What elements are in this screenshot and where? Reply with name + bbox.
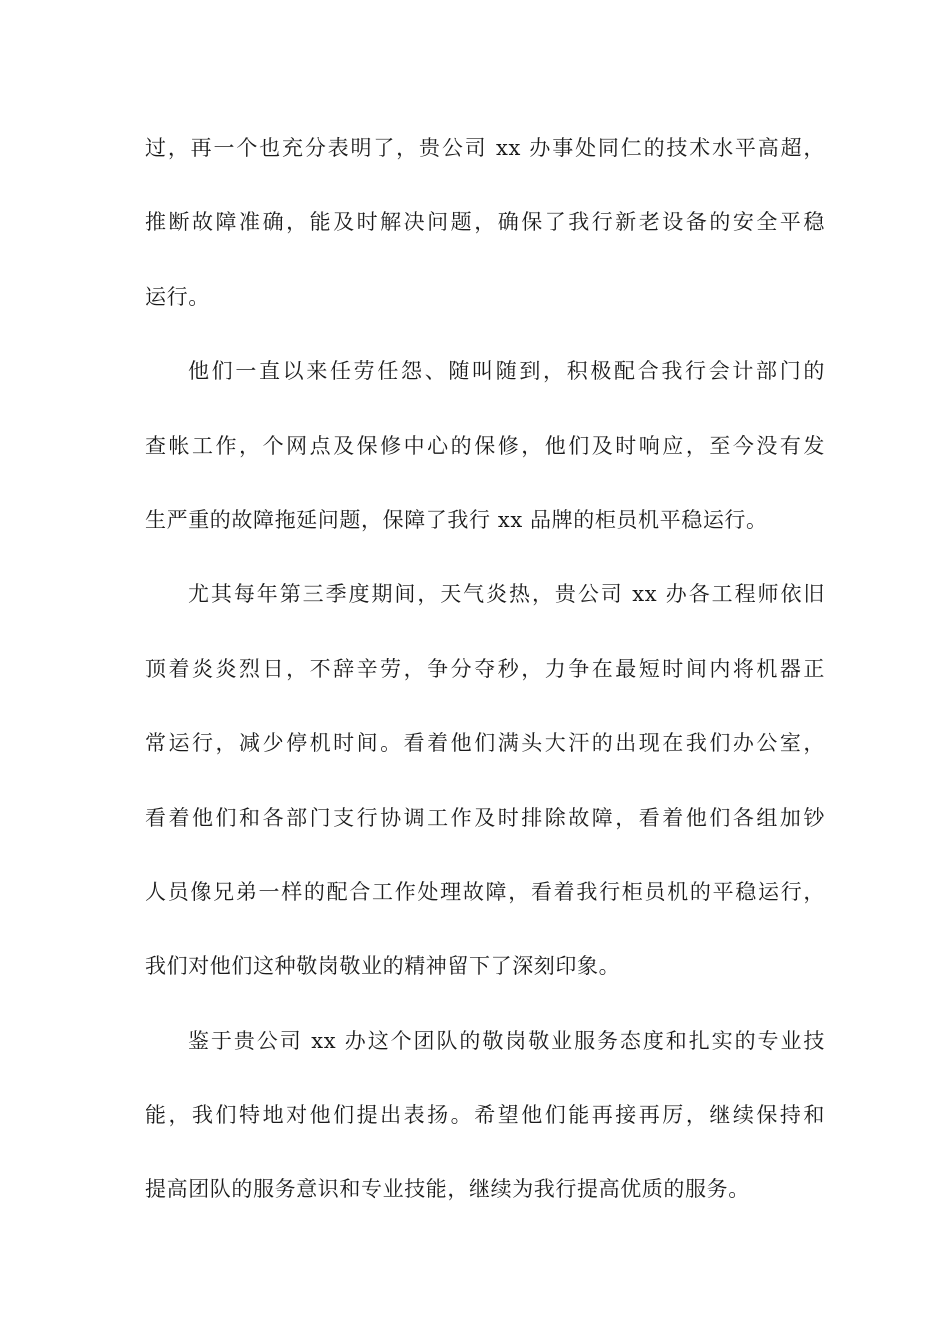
text-line: 顶着炎炎烈日，不辞辛劳，争分夺秒，力争在最短时间内将机器正	[145, 656, 825, 681]
text-line: 推断故障准确，能及时解决问题，确保了我行新老设备的安全平稳	[145, 210, 825, 235]
text-line: 提高团队的服务意识和专业技能，继续为我行提高优质的服务。	[145, 1177, 750, 1202]
document-body	[145, 130, 825, 1246]
text-line: 查帐工作，个网点及保修中心的保修，他们及时响应，至今没有发	[145, 433, 825, 458]
text-line: 生严重的故障拖延问题，保障了我行 xx 品牌的柜员机平稳运行。	[145, 507, 768, 532]
text-line: 我们对他们这种敬岗敬业的精神留下了深刻印象。	[145, 954, 621, 979]
text-line: 常运行，减少停机时间。看着他们满头大汗的出现在我们办公室，	[145, 731, 825, 756]
text-line: 过，再一个也充分表明了，贵公司 xx 办事处同仁的技术水平高超，	[145, 136, 825, 160]
text-line: 运行。	[145, 284, 210, 309]
text-line: 他们一直以来任劳任怨、随叫随到，积极配合我行会计部门的	[188, 359, 825, 384]
text-line: 能，我们特地对他们提出表扬。希望他们能再接再厉，继续保持和	[145, 1103, 825, 1128]
text-line: 看着他们和各部门支行协调工作及时排除故障，看着他们各组加钞	[145, 805, 825, 830]
text-line: 鉴于贵公司 xx 办这个团队的敬岗敬业服务态度和扎实的专业技	[188, 1028, 825, 1053]
text-line: 人员像兄弟一样的配合工作处理故障，看着我行柜员机的平稳运行，	[145, 879, 825, 904]
text-line: 尤其每年第三季度期间，天气炎热，贵公司 xx 办各工程师依旧	[188, 582, 825, 607]
